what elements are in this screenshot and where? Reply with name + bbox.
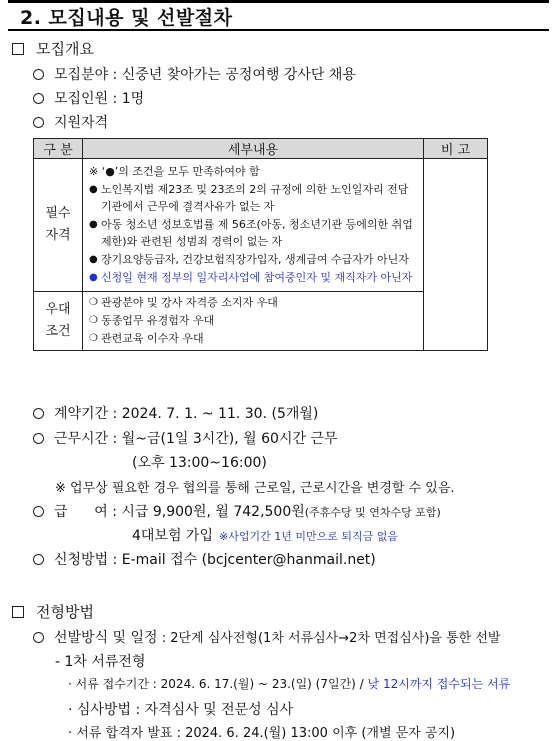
qualification-row bbox=[33, 112, 108, 132]
hollow-circle-icon: ❍ bbox=[89, 297, 98, 308]
section1-title-row bbox=[12, 38, 94, 59]
filled-circle-icon: ● bbox=[89, 184, 98, 195]
list-item: ● 장기요양등급자, 건강보험직장가입자, 생계급여 수급자가 아닌자 bbox=[89, 253, 409, 266]
section-heading: 2. 모집내용 및 선발절차 bbox=[20, 6, 233, 29]
pay-value-note: (주휴수당 및 연차수당 포함) bbox=[304, 506, 441, 519]
remarks-cell bbox=[424, 159, 488, 351]
stage1-title: - 1차 서류전형 bbox=[55, 654, 146, 670]
header-remarks: 비 고 bbox=[424, 139, 488, 159]
detail-highlight: 낮 12시까지 접수되는 서류 bbox=[367, 677, 511, 691]
qualification-table bbox=[33, 138, 488, 351]
section-heading-bar bbox=[8, 0, 549, 31]
circle-bullet-icon bbox=[33, 408, 44, 419]
list-item: ❍ 동종업무 유경험자 우대 bbox=[89, 314, 215, 327]
circle-bullet-icon bbox=[33, 632, 44, 643]
preferred-category-cell: 우대 조건 bbox=[34, 292, 83, 351]
hours-row: 근무시간 : 월~금(1일 3시간), 월 60시간 근무 bbox=[33, 428, 338, 448]
hours-sub: (오후 13:00~16:00) bbox=[132, 455, 267, 471]
recruit-count-sep: : bbox=[108, 91, 122, 107]
pay-value: 시급 9,900원, 월 742,500원 bbox=[121, 504, 305, 520]
hollow-circle-icon: ❍ bbox=[89, 315, 98, 326]
apply-value: E-mail 접수 (bcjcenter@hanmail.net) bbox=[121, 552, 376, 568]
contract-row: 계약기간 : 2024. 7. 1. ~ 11. 30. (5개월) bbox=[33, 403, 318, 423]
list-item: ❍ 관련교육 이수자 우대 bbox=[89, 332, 204, 345]
recruit-count-row bbox=[33, 88, 144, 108]
pay-row: 급 여 : 시급 9,900원, 월 742,500원 (주휴수당 및 연차수당 포함) bbox=[33, 501, 441, 521]
detail-item: · 서류 합격자 발표 : 2024. 6. 24.(월) 13:00 이후 (개별 문자 공지) bbox=[68, 726, 456, 741]
circle-bullet-icon bbox=[33, 554, 44, 565]
section2-title: 전형방법 bbox=[36, 603, 94, 621]
table-row-preferred bbox=[34, 292, 488, 351]
square-bullet-icon bbox=[12, 606, 24, 618]
method-label: 선발방식 및 일정 bbox=[54, 630, 158, 646]
table-row-required bbox=[34, 159, 488, 292]
list-item-highlight: ● 신청일 현재 정부의 일자리사업에 참여중인자 및 재직자가 아닌자 bbox=[89, 271, 413, 284]
recruit-field-sep: : bbox=[108, 67, 122, 83]
required-note: ※ ‘●’의 조건을 모두 만족하여야 함 bbox=[89, 165, 260, 178]
hollow-circle-icon: ❍ bbox=[89, 333, 98, 344]
section1-title: 모집개요 bbox=[36, 40, 94, 58]
list-item: ● 노인복지법 제23조 및 23조의 2의 규정에 의한 노인일자리 전담기관에서 근무에 결격사유가 없는 자 bbox=[89, 183, 409, 213]
filled-circle-icon: ● bbox=[89, 254, 98, 265]
recruit-field-value: 신중년 찾아가는 공정여행 강사단 채용 bbox=[121, 67, 356, 83]
apply-row: 신청방법 : E-mail 접수 (bcjcenter@hanmail.net) bbox=[33, 549, 376, 569]
filled-circle-icon: ● bbox=[89, 219, 98, 230]
hours-value: 월~금(1일 3시간), 월 60시간 근무 bbox=[121, 431, 338, 447]
circle-bullet-icon bbox=[33, 506, 44, 517]
recruit-field-label: 모집분야 bbox=[54, 67, 109, 83]
recruit-count-value: 1명 bbox=[121, 91, 145, 107]
hours-note: ※ 업무상 필요한 경우 협의를 통해 근로일, 근로시간을 변경할 수 있음. bbox=[55, 481, 455, 496]
qualification-label: 지원자격 bbox=[54, 115, 109, 131]
apply-label: 신청방법 bbox=[54, 552, 109, 568]
square-bullet-icon bbox=[12, 43, 24, 55]
contract-label: 계약기간 bbox=[54, 406, 109, 422]
section2-title-row bbox=[12, 601, 94, 622]
pay-line2: 4대보험 가입 ※사업기간 1년 미만으로 퇴직금 없음 bbox=[132, 528, 398, 544]
header-details: 세부내용 bbox=[83, 139, 424, 159]
method-row bbox=[33, 627, 500, 647]
filled-circle-icon: ● bbox=[89, 272, 98, 283]
circle-bullet-icon bbox=[33, 93, 44, 104]
recruit-count-label: 모집인원 bbox=[54, 91, 109, 107]
required-content-cell bbox=[83, 159, 424, 292]
preferred-content-cell bbox=[83, 292, 424, 351]
detail-item: · 서류 접수기간 : 2024. 6. 17.(월) ~ 23.(일) (7일간) / 낮 12시까지 접수되는 서류 bbox=[68, 677, 511, 691]
recruit-field-row bbox=[33, 64, 356, 84]
circle-bullet-icon bbox=[33, 69, 44, 80]
circle-bullet-icon bbox=[33, 117, 44, 128]
required-category-cell: 필수 자격 bbox=[34, 159, 83, 292]
pay-label: 급 여 bbox=[54, 504, 108, 520]
list-item: ❍ 관광분야 및 강사 자격증 소지자 우대 bbox=[89, 296, 278, 309]
contract-value: 2024. 7. 1. ~ 11. 30. (5개월) bbox=[121, 406, 319, 422]
circle-bullet-icon bbox=[33, 433, 44, 444]
detail-item: · 심사방법 : 자격심사 및 전문성 심사 bbox=[68, 702, 294, 718]
header-category: 구 분 bbox=[34, 139, 83, 159]
pay-line2-note: ※사업기간 1년 미만으로 퇴직금 없음 bbox=[218, 530, 398, 543]
hours-label: 근무시간 bbox=[54, 431, 109, 447]
list-item: ● 아동 청소년 성보호법률 제 56조(아동, 청소년기관 등에의한 취업제한)와 관련된 성범죄 경력이 없는 자 bbox=[89, 218, 413, 248]
table-header-row bbox=[34, 139, 488, 159]
method-value: : 2단계 심사전형(1차 서류심사→2차 면접심사)을 통한 선발 bbox=[157, 631, 501, 646]
